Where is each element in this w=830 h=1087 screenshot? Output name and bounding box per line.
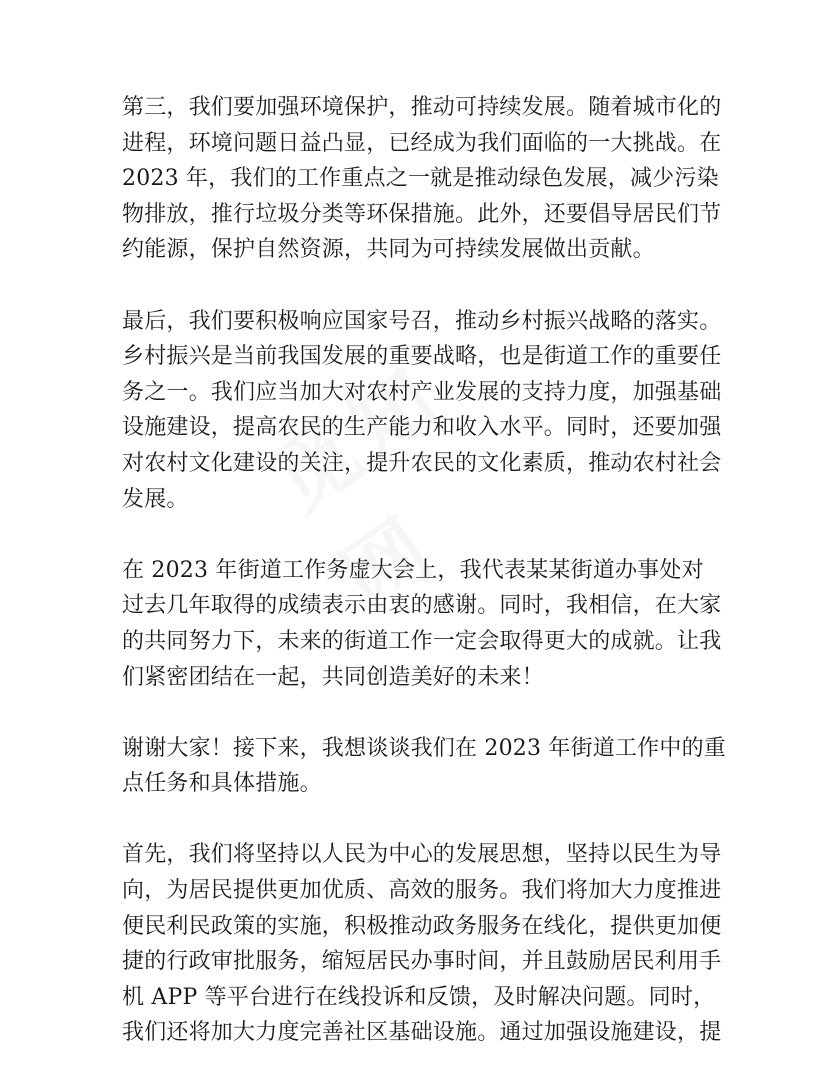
text-line: 进程，环境问题日益凸显，已经成为我们面临的一大挑战。在 xyxy=(122,130,722,156)
paragraph-thanks xyxy=(122,553,722,695)
text-line: 设施建设，提高农民的生产能力和收入水平。同时，还要加强 xyxy=(122,415,722,441)
text-line: 发展。 xyxy=(122,486,189,512)
text-line: 务之一。我们应当加大对农村产业发展的支持力度，加强基础 xyxy=(122,379,722,405)
text-line: 机 APP 等平台进行在线投诉和反馈，及时解决问题。同时， xyxy=(122,984,716,1010)
document-body xyxy=(122,90,726,1087)
paragraph-environment xyxy=(122,90,722,268)
text-line: 2023 年，我们的工作重点之一就是推动绿色发展，减少污染 xyxy=(122,166,719,192)
text-line: 们紧密团结在一起，共同创造美好的未来！ xyxy=(122,664,544,690)
text-line: 向，为居民提供更加优质、高效的服务。我们将加大力度推进 xyxy=(122,878,722,904)
text-line: 我们还将加大力度完善社区基础设施。通过加强设施建设，提 xyxy=(122,1020,722,1046)
text-line: 最后，我们要积极响应国家号召，推动乡村振兴战略的落实。 xyxy=(122,308,722,334)
paragraph-people-centered xyxy=(122,837,722,1051)
text-line: 捷的行政审批服务，缩短居民办事时间，并且鼓励居民利用手 xyxy=(122,949,722,975)
text-line: 过去几年取得的成绩表示由衷的感谢。同时，我相信，在大家 xyxy=(122,593,722,619)
text-line: 谢谢大家！接下来，我想谈谈我们在 2023 年街道工作中的重 xyxy=(122,735,726,761)
text-line: 第三，我们要加强环境保护，推动可持续发展。随着城市化的 xyxy=(122,95,722,120)
text-line: 约能源，保护自然资源，共同为可持续发展做出贡献。 xyxy=(122,237,655,263)
text-line: 首先，我们将坚持以人民为中心的发展思想，坚持以民生为导 xyxy=(122,842,722,868)
text-line: 对农村文化建设的关注，提升农民的文化素质，推动农村社会 xyxy=(122,450,722,476)
text-line: 点任务和具体措施。 xyxy=(122,771,322,797)
text-line: 物排放，推行垃圾分类等环保措施。此外，还要倡导居民们节 xyxy=(122,201,722,227)
paragraph-rural-revitalization xyxy=(122,304,722,518)
paragraph-transition xyxy=(122,731,726,802)
text-line: 便民利民政策的实施，积极推动政务服务在线化，提供更加便 xyxy=(122,913,722,939)
text-line: 乡村振兴是当前我国发展的重要战略，也是街道工作的重要任 xyxy=(122,344,722,370)
text-line: 在 2023 年街道工作务虚大会上，我代表某某街道办事处对 xyxy=(122,557,704,583)
text-line: 的共同努力下，未来的街道工作一定会取得更大的成就。让我 xyxy=(122,628,722,654)
